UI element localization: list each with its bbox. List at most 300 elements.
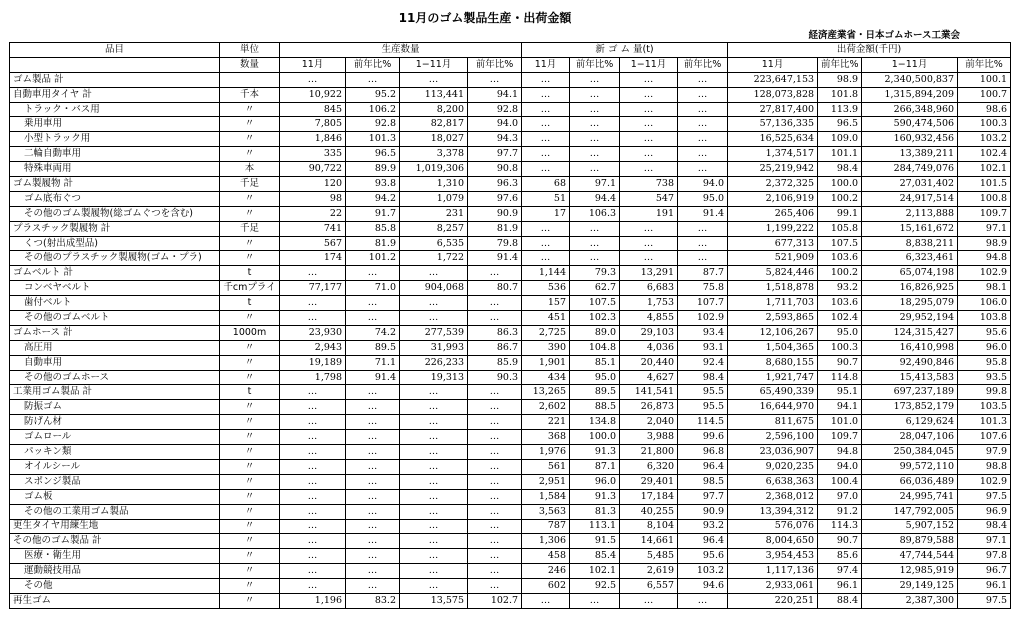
- row-value: 75.8: [678, 281, 728, 296]
- row-value: 223,647,153: [728, 72, 818, 87]
- row-value: 2,933,061: [728, 579, 818, 594]
- row-value: 1,753: [620, 296, 678, 311]
- row-value: …: [522, 132, 570, 147]
- header-sub: 1−11月: [862, 57, 958, 72]
- row-value: 87.7: [678, 266, 728, 281]
- row-value: …: [400, 430, 468, 445]
- row-value: 124,315,427: [862, 325, 958, 340]
- row-value: 13,291: [620, 266, 678, 281]
- page-title: 11月のゴム製品生産・出荷金額: [398, 11, 572, 25]
- row-label: ゴムホース 計: [10, 325, 220, 340]
- row-value: 2,368,012: [728, 489, 818, 504]
- row-value: 81.9: [468, 221, 522, 236]
- row-unit: 〃: [220, 147, 280, 162]
- row-value: 103.2: [678, 564, 728, 579]
- row-value: …: [468, 445, 522, 460]
- row-label: 高圧用: [10, 340, 220, 355]
- row-value: 6,129,624: [862, 415, 958, 430]
- row-value: 5,485: [620, 549, 678, 564]
- row-label: 乗用車用: [10, 117, 220, 132]
- row-value: …: [468, 385, 522, 400]
- row-value: …: [570, 251, 620, 266]
- row-value: 220,251: [728, 593, 818, 608]
- row-value: 114.5: [678, 415, 728, 430]
- row-value: …: [468, 430, 522, 445]
- row-value: 29,401: [620, 474, 678, 489]
- row-value: …: [280, 549, 346, 564]
- row-value: 90.8: [468, 162, 522, 177]
- row-value: …: [678, 162, 728, 177]
- header-sub: 1−11月: [400, 57, 468, 72]
- row-value: 101.3: [346, 132, 400, 147]
- row-value: 83.2: [346, 593, 400, 608]
- row-value: …: [346, 504, 400, 519]
- row-value: 10,922: [280, 87, 346, 102]
- table-row: [10, 177, 1011, 192]
- table-row: [10, 593, 1011, 608]
- row-value: 89.0: [570, 325, 620, 340]
- row-value: 91.2: [818, 504, 862, 519]
- row-value: 2,106,919: [728, 191, 818, 206]
- row-value: 547: [620, 191, 678, 206]
- row-value: …: [522, 147, 570, 162]
- row-label: その他の工業用ゴム製品: [10, 504, 220, 519]
- row-unit: 〃: [220, 534, 280, 549]
- row-value: 3,988: [620, 430, 678, 445]
- row-value: 1,315,894,209: [862, 87, 958, 102]
- row-value: 87.1: [570, 459, 620, 474]
- row-value: 3,563: [522, 504, 570, 519]
- row-value: …: [468, 311, 522, 326]
- table-row: [10, 564, 1011, 579]
- row-value: …: [620, 87, 678, 102]
- row-value: 95.0: [678, 191, 728, 206]
- row-unit: 〃: [220, 593, 280, 608]
- row-value: 102.1: [958, 162, 1011, 177]
- row-value: 93.4: [678, 325, 728, 340]
- row-value: 96.9: [958, 504, 1011, 519]
- row-label: その他のプラスチック製履物(ゴム・プラ): [10, 251, 220, 266]
- row-value: 90.9: [468, 206, 522, 221]
- row-value: …: [280, 72, 346, 87]
- row-value: 98.4: [958, 519, 1011, 534]
- row-unit: 〃: [220, 102, 280, 117]
- row-value: 576,076: [728, 519, 818, 534]
- row-value: 20,440: [620, 355, 678, 370]
- table-row: [10, 311, 1011, 326]
- row-label: くつ(射出成型品): [10, 236, 220, 251]
- row-value: …: [346, 474, 400, 489]
- row-value: 96.0: [958, 340, 1011, 355]
- row-value: 741: [280, 221, 346, 236]
- row-value: 6,320: [620, 459, 678, 474]
- row-value: 590,474,506: [862, 117, 958, 132]
- header-sub: 前年比%: [346, 57, 400, 72]
- row-value: …: [522, 117, 570, 132]
- row-value: …: [346, 445, 400, 460]
- row-value: 102.9: [958, 266, 1011, 281]
- row-value: …: [280, 266, 346, 281]
- row-value: …: [400, 504, 468, 519]
- row-value: 22: [280, 206, 346, 221]
- row-label: その他のゴム製履物(総ゴムぐつを含む): [10, 206, 220, 221]
- table-row: [10, 251, 1011, 266]
- row-value: …: [400, 400, 468, 415]
- row-value: 96.3: [468, 177, 522, 192]
- row-value: 16,525,634: [728, 132, 818, 147]
- row-value: 1,584: [522, 489, 570, 504]
- row-value: …: [280, 296, 346, 311]
- table-row: [10, 489, 1011, 504]
- row-value: …: [280, 445, 346, 460]
- row-value: …: [620, 162, 678, 177]
- row-value: 102.1: [570, 564, 620, 579]
- row-value: …: [346, 534, 400, 549]
- row-value: 97.1: [958, 221, 1011, 236]
- row-label: コンベヤベルト: [10, 281, 220, 296]
- row-value: 1,117,136: [728, 564, 818, 579]
- row-value: 2,040: [620, 415, 678, 430]
- table-row: [10, 266, 1011, 281]
- row-value: 2,596,100: [728, 430, 818, 445]
- row-unit: 〃: [220, 340, 280, 355]
- row-value: 74.2: [346, 325, 400, 340]
- row-value: 113.9: [818, 102, 862, 117]
- table-row: [10, 147, 1011, 162]
- row-value: 231: [400, 206, 468, 221]
- row-value: 335: [280, 147, 346, 162]
- row-unit: 〃: [220, 579, 280, 594]
- row-value: 103.6: [818, 251, 862, 266]
- row-value: 697,237,189: [862, 385, 958, 400]
- table-row: [10, 415, 1011, 430]
- row-value: 1,921,747: [728, 370, 818, 385]
- row-value: 96.1: [818, 579, 862, 594]
- row-value: 1,310: [400, 177, 468, 192]
- row-value: 100.0: [570, 430, 620, 445]
- row-value: 19,189: [280, 355, 346, 370]
- row-value: 65,074,198: [862, 266, 958, 281]
- row-value: 94.6: [678, 579, 728, 594]
- row-value: …: [468, 489, 522, 504]
- row-value: 6,638,363: [728, 474, 818, 489]
- row-value: 521,909: [728, 251, 818, 266]
- row-label: 自動車用: [10, 355, 220, 370]
- row-value: 107.5: [818, 236, 862, 251]
- row-value: …: [280, 519, 346, 534]
- table-row: [10, 325, 1011, 340]
- row-value: 94.1: [818, 400, 862, 415]
- header-item-blank: [10, 57, 220, 72]
- row-value: 109.7: [818, 430, 862, 445]
- row-value: 99,572,110: [862, 459, 958, 474]
- table-row: [10, 400, 1011, 415]
- table-row: [10, 102, 1011, 117]
- row-value: …: [280, 489, 346, 504]
- row-value: 94.0: [818, 459, 862, 474]
- row-value: 97.8: [958, 549, 1011, 564]
- table-row: [10, 430, 1011, 445]
- row-value: …: [620, 251, 678, 266]
- row-label: 小型トラック用: [10, 132, 220, 147]
- row-value: …: [522, 236, 570, 251]
- row-value: 100.7: [958, 87, 1011, 102]
- row-value: 738: [620, 177, 678, 192]
- row-value: 1,722: [400, 251, 468, 266]
- row-value: 101.1: [818, 147, 862, 162]
- row-value: 86.7: [468, 340, 522, 355]
- row-value: 102.9: [958, 474, 1011, 489]
- row-value: 147,792,005: [862, 504, 958, 519]
- row-value: …: [522, 72, 570, 87]
- row-value: …: [400, 519, 468, 534]
- row-label: オイルシール: [10, 459, 220, 474]
- row-value: 128,073,828: [728, 87, 818, 102]
- row-unit: 〃: [220, 311, 280, 326]
- row-value: 92.8: [468, 102, 522, 117]
- row-value: 13,575: [400, 593, 468, 608]
- row-value: 101.5: [958, 177, 1011, 192]
- row-value: 106.0: [958, 296, 1011, 311]
- row-value: 94.0: [678, 177, 728, 192]
- row-value: 845: [280, 102, 346, 117]
- row-value: …: [346, 415, 400, 430]
- row-value: 18,295,079: [862, 296, 958, 311]
- row-label: プラスチック製履物 計: [10, 221, 220, 236]
- row-value: …: [400, 459, 468, 474]
- row-value: 536: [522, 281, 570, 296]
- row-value: 98.9: [958, 236, 1011, 251]
- row-value: 8,004,650: [728, 534, 818, 549]
- row-value: 94.0: [468, 117, 522, 132]
- row-value: 1,019,306: [400, 162, 468, 177]
- row-value: 96.5: [346, 147, 400, 162]
- row-value: …: [400, 564, 468, 579]
- row-value: 18,027: [400, 132, 468, 147]
- table-row: [10, 117, 1011, 132]
- row-value: 1,798: [280, 370, 346, 385]
- row-value: 2,619: [620, 564, 678, 579]
- row-unit: t: [220, 385, 280, 400]
- row-value: …: [678, 147, 728, 162]
- statistics-table: [9, 42, 1011, 609]
- row-label: その他のゴム製品 計: [10, 534, 220, 549]
- row-value: 103.5: [958, 400, 1011, 415]
- row-value: …: [400, 296, 468, 311]
- row-value: 77,177: [280, 281, 346, 296]
- row-value: 602: [522, 579, 570, 594]
- row-value: 81.3: [570, 504, 620, 519]
- row-value: …: [400, 266, 468, 281]
- row-value: 93.8: [346, 177, 400, 192]
- row-value: 92.4: [678, 355, 728, 370]
- row-value: …: [346, 385, 400, 400]
- row-value: …: [280, 385, 346, 400]
- row-value: 16,410,998: [862, 340, 958, 355]
- row-value: …: [346, 311, 400, 326]
- row-label: パッキン類: [10, 445, 220, 460]
- row-value: 102.3: [570, 311, 620, 326]
- row-value: 1,504,365: [728, 340, 818, 355]
- row-value: 13,389,211: [862, 147, 958, 162]
- row-value: 90.9: [678, 504, 728, 519]
- row-value: …: [468, 579, 522, 594]
- row-value: 114.8: [818, 370, 862, 385]
- row-value: 141,541: [620, 385, 678, 400]
- table-row: [10, 579, 1011, 594]
- header-sub: 1−11月: [620, 57, 678, 72]
- row-value: …: [570, 221, 620, 236]
- row-value: 51: [522, 191, 570, 206]
- row-value: 97.0: [818, 489, 862, 504]
- row-value: 96.8: [678, 445, 728, 460]
- row-value: …: [280, 459, 346, 474]
- row-value: 113,441: [400, 87, 468, 102]
- row-unit: 〃: [220, 236, 280, 251]
- row-value: …: [570, 162, 620, 177]
- row-value: 103.2: [958, 132, 1011, 147]
- row-value: …: [522, 593, 570, 608]
- row-value: …: [570, 87, 620, 102]
- row-value: 95.5: [678, 385, 728, 400]
- row-value: 3,378: [400, 147, 468, 162]
- row-value: 82,817: [400, 117, 468, 132]
- row-value: …: [522, 102, 570, 117]
- row-value: 12,985,919: [862, 564, 958, 579]
- row-value: …: [400, 474, 468, 489]
- row-value: …: [280, 534, 346, 549]
- row-value: 811,675: [728, 415, 818, 430]
- row-value: 2,593,865: [728, 311, 818, 326]
- header-group-new-rubber: 新 ゴ ム 量(t): [522, 43, 728, 58]
- row-value: …: [468, 474, 522, 489]
- row-value: 368: [522, 430, 570, 445]
- row-value: 90.7: [818, 534, 862, 549]
- row-label: ゴム製品 計: [10, 72, 220, 87]
- row-value: 27,031,402: [862, 177, 958, 192]
- row-value: …: [346, 564, 400, 579]
- row-value: 1,711,703: [728, 296, 818, 311]
- row-value: 96.7: [958, 564, 1011, 579]
- row-value: 40,255: [620, 504, 678, 519]
- row-value: 91.3: [570, 445, 620, 460]
- row-value: …: [678, 251, 728, 266]
- row-value: 95.0: [570, 370, 620, 385]
- row-value: 94.2: [346, 191, 400, 206]
- row-value: 266,348,960: [862, 102, 958, 117]
- row-value: 277,539: [400, 325, 468, 340]
- row-value: 89.9: [346, 162, 400, 177]
- row-value: 97.5: [958, 593, 1011, 608]
- row-value: 101.2: [346, 251, 400, 266]
- row-value: …: [400, 534, 468, 549]
- row-value: 458: [522, 549, 570, 564]
- row-unit: t: [220, 296, 280, 311]
- row-unit: 千cmプライ: [220, 281, 280, 296]
- row-unit: 千足: [220, 221, 280, 236]
- row-value: 12,106,267: [728, 325, 818, 340]
- row-value: …: [280, 564, 346, 579]
- row-value: 561: [522, 459, 570, 474]
- row-value: 284,749,076: [862, 162, 958, 177]
- header-sub: 前年比%: [958, 57, 1011, 72]
- row-value: 94.3: [468, 132, 522, 147]
- row-value: …: [620, 117, 678, 132]
- row-value: …: [570, 593, 620, 608]
- header-sub: 11月: [522, 57, 570, 72]
- row-value: 5,907,152: [862, 519, 958, 534]
- row-value: 93.1: [678, 340, 728, 355]
- row-value: …: [468, 504, 522, 519]
- row-value: …: [346, 459, 400, 474]
- row-label: その他のゴムホース: [10, 370, 220, 385]
- row-value: 1,196: [280, 593, 346, 608]
- row-value: 2,602: [522, 400, 570, 415]
- row-value: 88.5: [570, 400, 620, 415]
- row-value: 89.5: [570, 385, 620, 400]
- row-value: …: [400, 549, 468, 564]
- row-label: 防げん材: [10, 415, 220, 430]
- row-value: …: [346, 430, 400, 445]
- row-value: 79.8: [468, 236, 522, 251]
- row-value: 91.7: [346, 206, 400, 221]
- row-value: 89,879,588: [862, 534, 958, 549]
- row-unit: 〃: [220, 117, 280, 132]
- row-value: 104.8: [570, 340, 620, 355]
- row-value: …: [400, 311, 468, 326]
- row-unit: 〃: [220, 251, 280, 266]
- row-value: 6,683: [620, 281, 678, 296]
- header-row-groups: [10, 43, 1011, 58]
- row-value: …: [280, 430, 346, 445]
- row-value: 91.4: [468, 251, 522, 266]
- header-unit-bottom: 数量: [220, 57, 280, 72]
- row-value: …: [678, 117, 728, 132]
- table-row: [10, 549, 1011, 564]
- row-value: 29,149,125: [862, 579, 958, 594]
- row-value: 98.6: [958, 102, 1011, 117]
- row-value: 95.6: [678, 549, 728, 564]
- row-value: 8,257: [400, 221, 468, 236]
- row-value: 3,954,453: [728, 549, 818, 564]
- row-label: ゴムベルト 計: [10, 266, 220, 281]
- row-value: 173,852,179: [862, 400, 958, 415]
- row-value: 103.6: [818, 296, 862, 311]
- row-value: 107.5: [570, 296, 620, 311]
- row-label: トラック・バス用: [10, 102, 220, 117]
- header-group-shipment: 出荷金額(千円): [728, 43, 1011, 58]
- row-value: …: [620, 132, 678, 147]
- table-row: [10, 474, 1011, 489]
- row-value: …: [620, 147, 678, 162]
- row-value: 1,306: [522, 534, 570, 549]
- row-value: 28,047,106: [862, 430, 958, 445]
- row-value: 94.1: [468, 87, 522, 102]
- row-value: 14,661: [620, 534, 678, 549]
- table-row: [10, 459, 1011, 474]
- row-value: 98.4: [678, 370, 728, 385]
- row-value: 90.3: [468, 370, 522, 385]
- row-value: 157: [522, 296, 570, 311]
- row-value: 2,951: [522, 474, 570, 489]
- row-value: …: [400, 72, 468, 87]
- row-value: 17: [522, 206, 570, 221]
- row-value: 101.8: [818, 87, 862, 102]
- row-value: 91.5: [570, 534, 620, 549]
- row-value: …: [468, 415, 522, 430]
- row-value: 21,800: [620, 445, 678, 460]
- row-value: …: [400, 385, 468, 400]
